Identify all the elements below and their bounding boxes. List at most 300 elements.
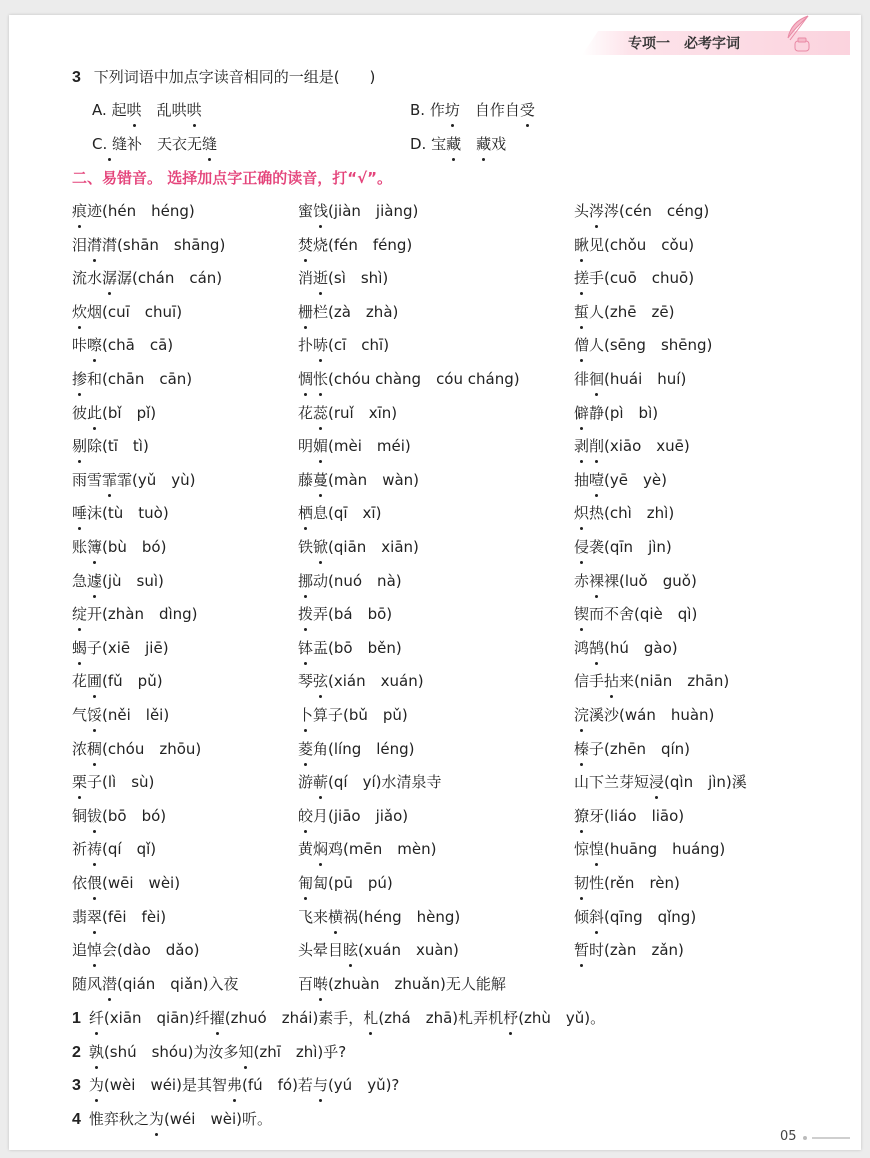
word-item: [574, 234, 694, 256]
text-run: 铜: [72, 806, 88, 825]
word-item: [72, 838, 156, 860]
dotted-char: 钹: [87, 806, 103, 825]
word-item: [72, 738, 201, 760]
dotted-char: 韧: [574, 874, 590, 892]
text-run: 息(qī xī): [313, 504, 382, 523]
option-c: [92, 133, 217, 155]
word-item: [574, 906, 696, 928]
text-run: (qìn jìn)溪: [664, 773, 747, 792]
word-item: [72, 973, 239, 995]
dotted-char: 削: [589, 437, 605, 456]
text-run: 静(pì bì): [589, 403, 659, 422]
text-run: 急: [72, 571, 88, 590]
word-item: [72, 704, 169, 726]
dotted-char: 与: [312, 1076, 328, 1095]
dotted-char: 霏: [102, 470, 118, 489]
dotted-char: 皎: [298, 806, 314, 825]
text-run: 赤: [574, 571, 590, 590]
text-run: (yē yè): [604, 470, 667, 489]
text-run: 角(líng léng): [313, 739, 415, 758]
text-run: 开(zhàn dìng): [87, 605, 198, 624]
text-run: 补 天衣无: [127, 135, 203, 153]
text-run: (něi lěi): [102, 706, 170, 724]
question-3-stem: [72, 66, 375, 89]
classical-sentence: [72, 1007, 605, 1030]
dotted-char: 哄: [186, 101, 202, 119]
word-item: [298, 973, 506, 995]
word-item: [574, 502, 674, 524]
word-item: [298, 872, 393, 894]
word-item: [574, 704, 714, 726]
dotted-char: 怅: [313, 370, 329, 388]
dotted-char: 裸: [589, 571, 605, 590]
word-item: [72, 906, 166, 928]
dotted-char: 坊: [444, 101, 460, 119]
word-item: [574, 939, 684, 961]
text-run: 烧(fén féng): [313, 235, 413, 254]
text-run: 裸(luǒ guǒ): [604, 571, 697, 590]
text-run: (huāng huáng): [604, 840, 726, 859]
word-item: [574, 670, 729, 692]
word-item: [574, 334, 712, 356]
dotted-char: 浸: [649, 773, 665, 792]
word-item: [574, 637, 678, 659]
question-number: 3: [72, 69, 81, 86]
word-item: [298, 570, 402, 592]
text-run: (bǐ pǐ): [102, 403, 157, 422]
text-run: 迹(hén héng): [87, 202, 195, 220]
text-run: (qián qiǎn)入夜: [117, 974, 239, 993]
word-item: [298, 670, 424, 692]
word-item: [574, 570, 697, 592]
dotted-char: 横: [328, 907, 344, 926]
text-run: (zhī zhì)乎?: [253, 1042, 347, 1061]
text-run: (xiān qiān)纤: [103, 1009, 210, 1027]
classical-sentence: [72, 1074, 399, 1097]
dotted-char: 眩: [343, 941, 359, 960]
text-run: (zhù yǔ)。: [518, 1009, 606, 1027]
word-item: [574, 872, 680, 894]
text-run: 头晕目: [298, 941, 344, 960]
dotted-char: 簿: [87, 538, 103, 556]
text-run: (ruǐ xīn): [328, 403, 398, 422]
dotted-char: 惶: [589, 840, 605, 859]
text-run: 牙(liáo liāo): [589, 806, 685, 825]
word-item: [72, 570, 164, 592]
dotted-char: 栗: [72, 773, 88, 792]
dotted-char: 鹄: [589, 638, 605, 657]
dotted-char: 侵: [574, 538, 590, 556]
word-item: [574, 603, 697, 625]
text-run: (fēi fèi): [102, 907, 167, 926]
text-run: 月(jiāo jiǎo): [313, 806, 409, 825]
word-item: [72, 435, 149, 457]
text-run: 藤: [298, 470, 314, 489]
dotted-char: 剔: [72, 437, 88, 456]
text-run: 明: [298, 437, 314, 456]
dotted-char: 藏: [446, 135, 462, 153]
text-run: (zhá zhā)札弄机: [378, 1009, 504, 1027]
dotted-char: 翠: [87, 907, 103, 926]
text-run: [461, 135, 476, 153]
dotted-char: 为: [88, 1076, 104, 1095]
word-item: [72, 536, 166, 558]
text-run: (xiāo xuē): [604, 437, 690, 456]
text-run: (mèi méi): [328, 437, 411, 456]
text-run: (hú gào): [604, 638, 678, 657]
dotted-char: 蝎: [72, 638, 88, 657]
text-run: (bù bó): [102, 538, 167, 556]
word-item: [298, 771, 441, 793]
dotted-char: 獠: [574, 806, 590, 825]
dotted-char: 潺: [102, 269, 118, 288]
word-item: [298, 402, 397, 424]
dotted-char: 蕲: [313, 773, 329, 792]
dotted-char: 炽: [574, 504, 590, 523]
text-run: 飞来: [298, 907, 329, 926]
word-item: [574, 200, 709, 222]
dotted-char: 匍: [298, 874, 314, 892]
text-run: (wéi wèi)听。: [163, 1109, 272, 1128]
dotted-char: 焖: [313, 840, 329, 859]
text-run: 翡: [72, 907, 88, 926]
text-run: 惟弈秋之: [88, 1109, 149, 1128]
dotted-char: 栖: [298, 504, 314, 523]
text-run: 人(zhē zē): [589, 302, 675, 321]
dotted-char: 浣: [574, 706, 590, 724]
text-run: (sì shì): [328, 269, 389, 288]
text-run: 潺(chán cán): [117, 269, 223, 288]
dotted-char: 纤: [88, 1009, 104, 1027]
word-item: [574, 435, 690, 457]
word-item: [72, 637, 169, 659]
text-run: 潸(shān shāng): [102, 235, 226, 254]
dotted-char: 挪: [298, 571, 314, 590]
text-run: (wēi wèi): [102, 874, 181, 892]
text-run: 百: [298, 974, 314, 993]
text-run: 琴: [298, 672, 314, 691]
word-item: [72, 670, 163, 692]
text-run: 沫(tù tuò): [87, 504, 169, 523]
dotted-char: 弗: [226, 1076, 242, 1095]
dotted-char: 偎: [87, 874, 103, 892]
dotted-char: 噎: [589, 470, 605, 489]
word-item: [298, 906, 460, 928]
dotted-char: 潸: [87, 235, 103, 254]
text-run: (zhuàn zhuǎn)无人能解: [328, 974, 506, 993]
question-text: 下列词语中加点字读音相同的一组是( ): [93, 68, 376, 86]
word-item: [72, 334, 173, 356]
word-item: [574, 738, 690, 760]
dotted-char: 焚: [298, 235, 314, 254]
text-run: 子(xiē jiē): [87, 638, 169, 657]
word-item: [72, 200, 195, 222]
word-item: [72, 402, 156, 424]
word-item: [72, 234, 225, 256]
dotted-char: 剥: [574, 437, 590, 456]
dotted-char: 榛: [574, 739, 590, 758]
word-item: [298, 738, 415, 760]
dotted-char: 哄: [126, 101, 142, 119]
word-item: [298, 469, 419, 491]
word-item: [298, 939, 459, 961]
classical-sentence: [72, 1041, 346, 1064]
dotted-char: 栅: [298, 302, 314, 321]
text-run: A. 起: [92, 101, 127, 119]
word-item: [574, 771, 747, 793]
dotted-char: 涔: [589, 202, 605, 220]
text-run: 涔(cén céng): [604, 202, 710, 220]
text-run: 彼: [72, 403, 88, 422]
dotted-char: 搓: [574, 269, 590, 288]
classical-sentence: [72, 1108, 272, 1131]
text-run: 游: [298, 773, 314, 792]
text-run: (chóu zhōu): [102, 739, 202, 758]
text-run: 消: [298, 269, 314, 288]
text-run: 蜜: [298, 202, 314, 220]
word-item: [298, 234, 412, 256]
text-run: 咔: [72, 336, 88, 355]
dotted-char: C. 缝: [92, 135, 128, 153]
word-item: [574, 267, 694, 289]
dotted-char: 菱: [298, 739, 314, 758]
dotted-char: 钵: [298, 638, 314, 657]
text-run: 弄(bá bō): [313, 605, 393, 624]
dotted-char: 拈: [604, 672, 620, 691]
text-run: 来(niān zhān): [619, 672, 730, 691]
text-run: 和(chān cān): [87, 370, 193, 388]
option-a: [92, 99, 202, 121]
text-run: 依: [72, 874, 88, 892]
dotted-char: 啭: [313, 974, 329, 993]
dotted-char: 遽: [87, 571, 103, 590]
dotted-char: 擢: [209, 1009, 225, 1027]
dotted-char: 馁: [87, 706, 103, 724]
dotted-char: 痕: [72, 202, 88, 220]
dotted-char: 札: [363, 1009, 379, 1027]
text-run: 抽: [574, 470, 590, 489]
text-run: 除(tī tì): [87, 437, 149, 456]
text-run: 乱哄: [141, 101, 187, 119]
word-item: [574, 838, 725, 860]
text-run: 见(chǒu cǒu): [589, 235, 695, 254]
dotted-char: 斜: [589, 907, 605, 926]
text-run: 黄: [298, 840, 314, 859]
text-run: 时(zàn zǎn): [589, 941, 684, 960]
word-item: [298, 200, 418, 222]
text-run: 账: [72, 538, 88, 556]
option-b: [410, 99, 535, 121]
text-run: (cī chī): [328, 336, 390, 355]
dotted-char: 暂: [574, 941, 590, 960]
text-run: 栏(zà zhà): [313, 302, 399, 321]
dotted-char: 此: [87, 403, 103, 422]
dotted-char: 缝: [202, 135, 218, 153]
sentence-number: 4: [72, 1110, 81, 1128]
word-item: [574, 402, 658, 424]
dotted-char: 僻: [574, 403, 590, 422]
word-item: [298, 536, 419, 558]
sentence-number: 2: [72, 1043, 81, 1061]
word-item: [72, 603, 198, 625]
dotted-char: 蔓: [313, 470, 329, 489]
dotted-char: 徊: [589, 370, 605, 388]
text-run: 戏: [491, 135, 507, 153]
dotted-char: 祷: [87, 840, 103, 859]
text-run: 头: [574, 202, 590, 220]
option-d: [410, 133, 506, 155]
text-run: 浓: [72, 739, 88, 758]
text-run: 气: [72, 706, 88, 724]
text-run: 惊: [574, 840, 590, 859]
text-run: 追: [72, 941, 88, 960]
text-run: 花: [298, 403, 314, 422]
dotted-char: 蜇: [574, 302, 590, 321]
text-run: 子(zhēn qín): [589, 739, 691, 758]
text-run: (xián xuán): [328, 672, 424, 691]
word-item: [298, 805, 408, 827]
word-item: [298, 368, 520, 390]
word-item: [574, 536, 672, 558]
dotted-char: 知: [238, 1042, 254, 1061]
text-run: (fú fó)若: [241, 1076, 313, 1095]
word-item: [574, 469, 667, 491]
quill-inkwell-icon: [782, 14, 816, 54]
text-run: D. 宝: [410, 135, 447, 153]
dotted-char: 孰: [88, 1042, 104, 1061]
word-item: [72, 469, 196, 491]
word-item: [298, 334, 389, 356]
dotted-char: 掺: [72, 370, 88, 388]
word-item: [72, 267, 222, 289]
text-run: 徘: [574, 370, 590, 388]
text-run: (qí qǐ): [102, 840, 157, 859]
text-run: 流水: [72, 269, 103, 288]
text-run: (bō bó): [102, 806, 167, 825]
text-run: 山下兰芽短: [574, 773, 650, 792]
text-run: 倾: [574, 907, 590, 926]
dotted-char: 哧: [313, 336, 329, 355]
word-item: [298, 838, 436, 860]
word-item: [298, 603, 392, 625]
word-item: [72, 872, 180, 894]
dotted-char: 卜: [298, 706, 314, 724]
dotted-char: 锨: [313, 538, 329, 556]
text-run: 自作自: [459, 101, 520, 119]
dotted-char: 瞅: [574, 235, 590, 254]
word-item: [298, 435, 411, 457]
dotted-char: 蕊: [313, 403, 329, 422]
section-title: 二、易错音。 选择加点字正确的读音，打“√”。: [72, 169, 392, 187]
word-item: [298, 502, 381, 524]
sentence-number: 3: [72, 1077, 81, 1095]
dotted-char: 藏: [476, 135, 492, 153]
dotted-char: 饯: [313, 202, 329, 220]
text-run: (màn wàn): [328, 470, 420, 489]
text-run: (zhuó zhái)素手，: [224, 1009, 364, 1027]
word-item: [574, 805, 684, 827]
word-item: [574, 301, 674, 323]
text-run: (huái huí): [604, 370, 687, 388]
dotted-char: 锲: [574, 605, 590, 624]
dotted-char: 僧: [574, 336, 590, 355]
text-run: 算子(bǔ pǔ): [313, 706, 408, 724]
text-run: 鸡(mēn mèn): [328, 840, 437, 859]
dotted-char: 悼: [87, 941, 103, 960]
text-run: 动(nuó nà): [313, 571, 402, 590]
page-number: 05: [780, 1129, 797, 1144]
text-run: 溪沙(wán huàn): [589, 706, 715, 724]
page-number-dot: [803, 1136, 807, 1140]
word-item: [72, 301, 182, 323]
dotted-char: 为: [148, 1109, 164, 1128]
dotted-char: 受: [519, 101, 535, 119]
word-item: [574, 368, 686, 390]
text-run: 会(dào dǎo): [102, 941, 200, 960]
text-run: 袭(qīn jìn): [589, 538, 672, 556]
text-run: (chā cā): [102, 336, 174, 355]
text-run: 热(chì zhì): [589, 504, 675, 523]
text-run: (qīng qǐng): [604, 907, 697, 926]
page-number-rule: [812, 1137, 850, 1139]
header-title: 专项一 必考字词: [628, 36, 740, 52]
dotted-char: 绽: [72, 605, 88, 624]
word-item: [72, 502, 169, 524]
word-item: [298, 637, 402, 659]
text-run: 铁: [298, 538, 314, 556]
dotted-char: 杼: [503, 1009, 519, 1027]
text-run: 鸿: [574, 638, 590, 657]
dotted-char: 惆: [298, 370, 314, 388]
text-run: 祈: [72, 840, 88, 859]
text-run: 匐(pū pú): [313, 874, 393, 892]
word-item: [72, 805, 166, 827]
text-run: 手(cuō chuō): [589, 269, 695, 288]
dotted-char: 圃: [87, 672, 103, 691]
text-run: (wèi wéi)是其智: [103, 1076, 227, 1095]
dotted-char: 拨: [298, 605, 314, 624]
text-run: 随风: [72, 974, 103, 993]
text-run: 信手: [574, 672, 605, 691]
text-run: 盂(bō běn): [313, 638, 402, 657]
word-item: [72, 939, 200, 961]
word-item: [298, 301, 398, 323]
text-run: B. 作: [410, 101, 445, 119]
text-run: 人(sēng shēng): [589, 336, 713, 355]
text-run: 扑: [298, 336, 314, 355]
text-run: (jù suì): [102, 571, 164, 590]
sentence-number: 1: [72, 1010, 81, 1027]
text-run: 烟(cuī chuī): [87, 302, 183, 321]
text-run: 泪: [72, 235, 88, 254]
dotted-char: 弦: [313, 672, 329, 691]
text-run: (qiān xiān): [328, 538, 419, 556]
word-item: [72, 368, 192, 390]
text-run: (shú shóu)为汝多: [103, 1042, 239, 1061]
text-run: (xuán xuàn): [358, 941, 459, 960]
text-run: 雨雪: [72, 470, 103, 489]
text-run: (jiàn jiàng): [328, 202, 419, 220]
text-run: 花: [72, 672, 88, 691]
text-run: (qí yí)水清泉寺: [328, 773, 442, 792]
word-item: [298, 704, 408, 726]
dotted-char: 炊: [72, 302, 88, 321]
text-run: 祸(héng hèng): [343, 907, 461, 926]
dotted-char: 稠: [87, 739, 103, 758]
dotted-char: 嚓: [87, 336, 103, 355]
dotted-char: 唾: [72, 504, 88, 523]
text-run: (chóu chàng cóu cháng): [328, 370, 520, 388]
